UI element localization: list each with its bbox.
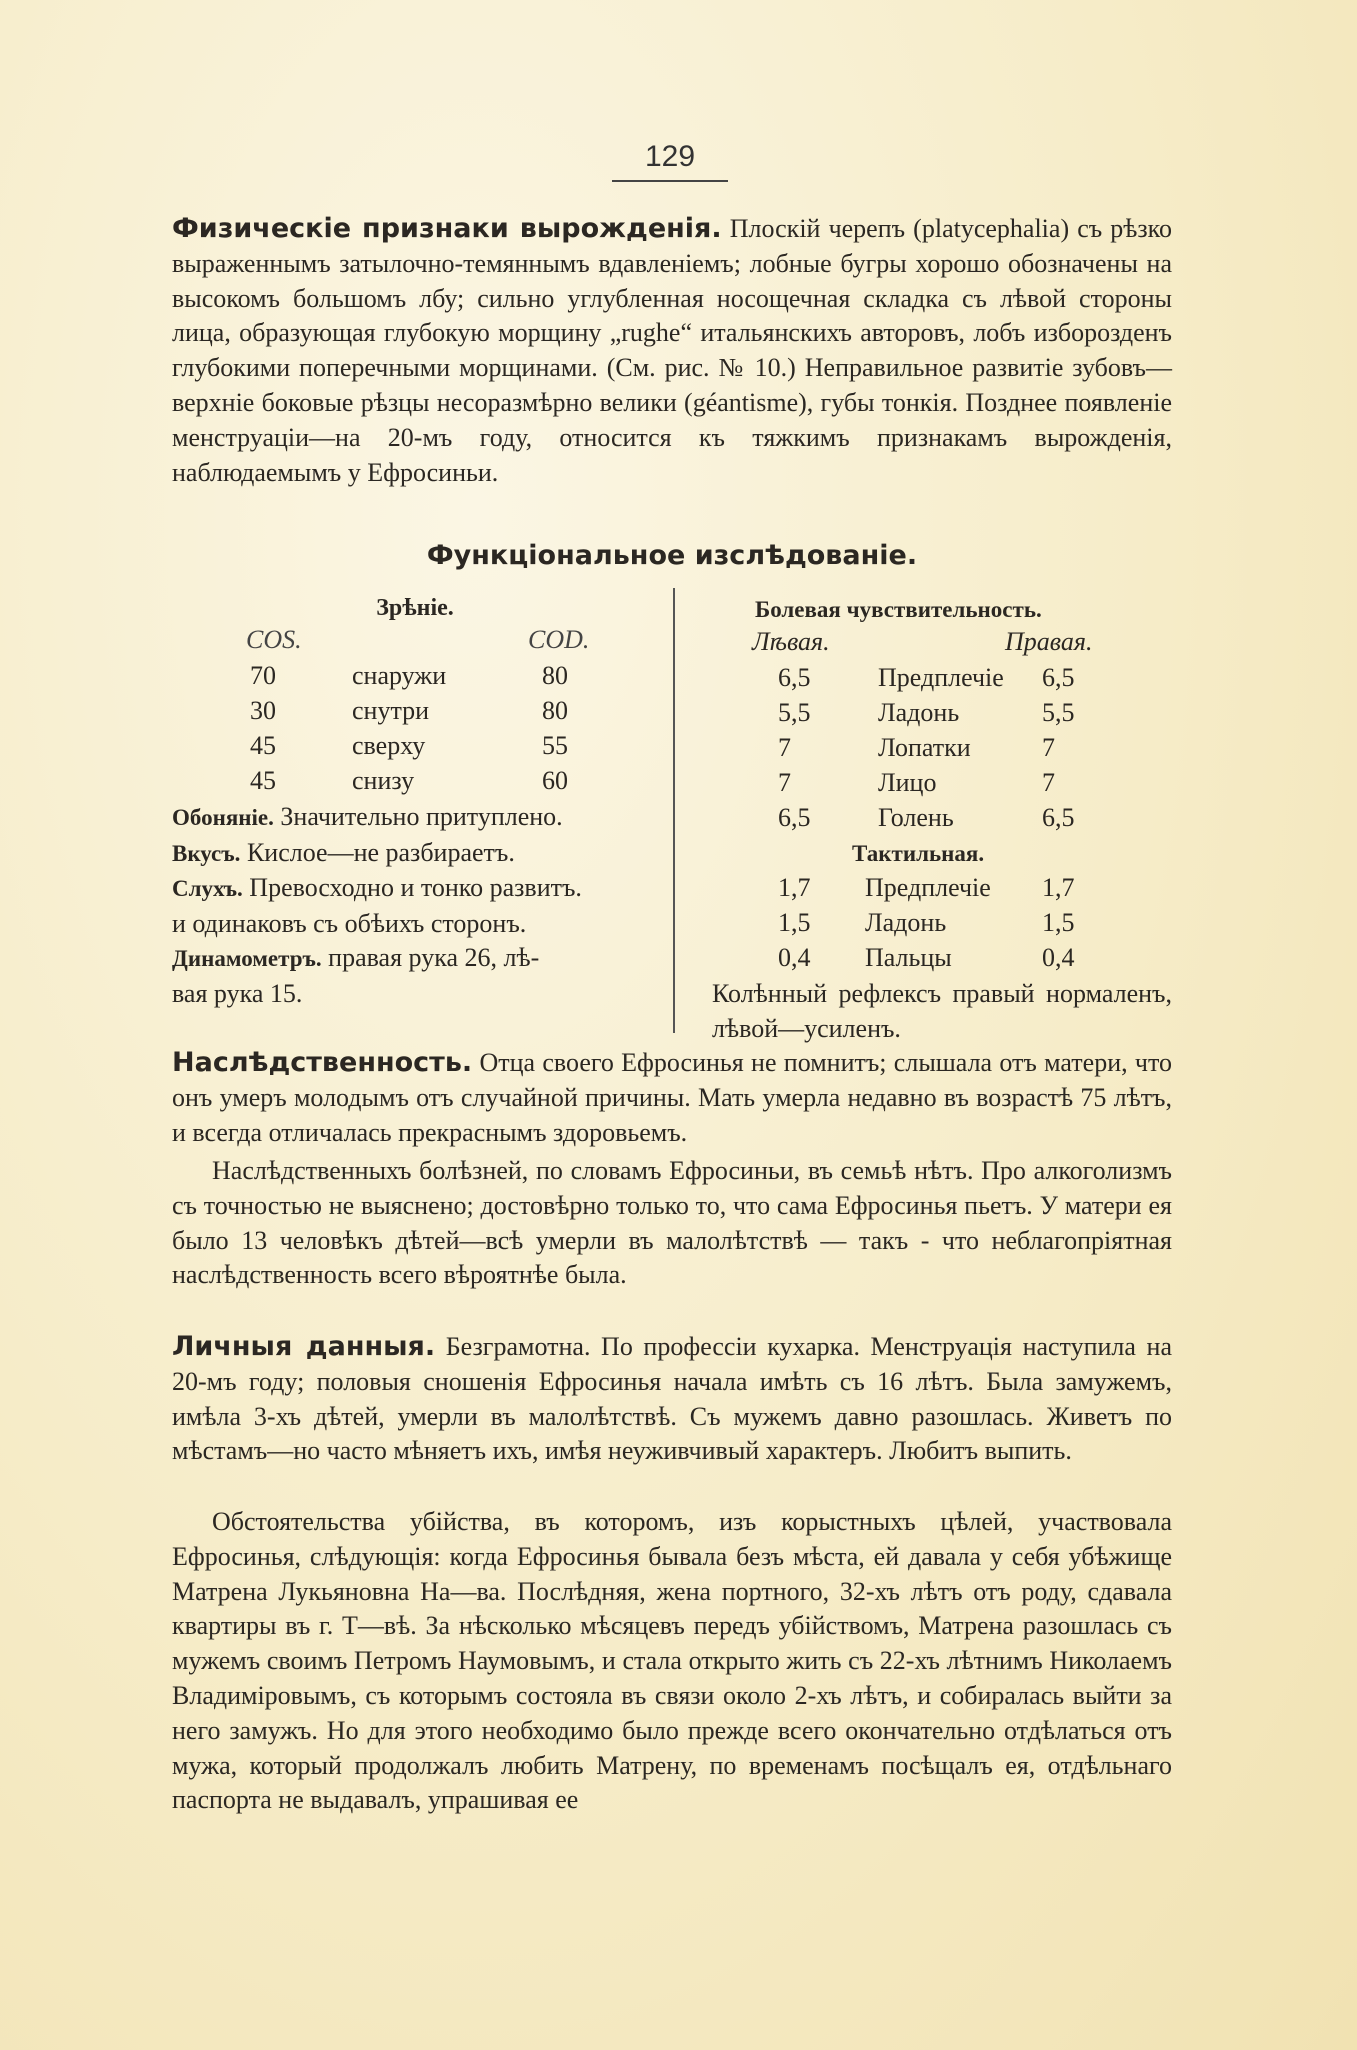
tactile-left-value: 1,5 — [778, 908, 811, 937]
hearing-line — [172, 871, 670, 907]
vision-cod-value: 60 — [542, 766, 568, 795]
page-number: 129 — [644, 140, 696, 173]
vision-cos-value: 70 — [250, 661, 276, 690]
functional-exam-heading: Функціональное изслѣдованіе. — [426, 540, 918, 571]
dynamometer-label: Динамометръ. — [172, 946, 322, 971]
tactile-body-part: Предплечіе — [865, 873, 991, 902]
physical-signs-text: Плоскій черепъ (platycephalia) съ рѣзко выраженнымъ затылочно-темяннымъ вдавленіемъ; лобные бугры хорошо обозначены на высокомъ большомъ лбу; сильно углубленная носощечная складка съ лѣвой стороны лица, образующая глубокую морщину „rughe“ итальянскихъ авторовъ, лобъ изборозденъ глубокими поперечными морщинами. (См. рис. № 10.) Неправильное развитіе зубовъ—верхніе боковые рѣзцы несоразмѣрно велики (géantisme), губы тонкія. Позднее появленіе менструаціи—на 20-мъ году, относится къ тяжкимъ признакамъ вырожденія, наблюдаемымъ у Ефросиньи. — [172, 214, 1172, 487]
pain-left-value: 6,5 — [778, 803, 811, 832]
taste-label: Вкусъ. — [172, 840, 241, 866]
pain-left-value: 5,5 — [778, 698, 811, 727]
vision-direction-label: снаружи — [352, 661, 447, 690]
vision-direction-label: снутри — [352, 696, 430, 725]
circumstances-paragraph: Обстоятельства убійства, въ которомъ, изъ корыстныхъ цѣлей, участвовала Ефросинья, слѣдующія: когда Ефросинья бывала безъ мѣста, ей давала у себя убѣжище Матрена Лукьяновна На—ва. Послѣдняя, жена портного, 32-хъ лѣтъ отъ роду, сдавала квартиры въ г. Т—вѣ. За нѣсколько мѣсяцевъ передъ убійствомъ, Матрена разошлась съ мужемъ своимъ Петромъ Наумовымъ, и стала открыто жить съ 22-хъ лѣтнимъ Николаемъ Владиміровымъ, съ которымъ состояла въ связи около 2-хъ лѣтъ, и собиралась выйти за него замужъ. Но для этого необходимо было прежде всего окончательно отдѣлаться отъ мужа, который продолжалъ любить Матрену, по временамъ посѣщалъ ея, отдѣльнаго паспорта не выдавалъ, упрашивая ее — [172, 1507, 1172, 1815]
pain-body-part: Лицо — [878, 768, 937, 797]
pain-left-value: 7 — [778, 768, 791, 797]
physical-signs-paragraph — [172, 212, 1172, 490]
tactile-right-value: 0,4 — [1042, 943, 1075, 972]
vision-cos-value: 45 — [250, 766, 276, 795]
personal-data-paragraph — [172, 1330, 1172, 1469]
knee-reflex-note: Колѣнный рефлексъ правый нормаленъ, лѣвой—усиленъ. — [712, 979, 1172, 1043]
column-divider — [673, 588, 675, 1033]
pain-right-value: 5,5 — [1042, 698, 1075, 727]
tactile-right-value: 1,7 — [1042, 873, 1075, 902]
hearing-label: Слухъ. — [172, 876, 243, 901]
pain-body-part: Лопатки — [878, 733, 971, 762]
senses-block — [172, 800, 670, 1011]
page-number-rule — [612, 180, 728, 182]
smell-line — [172, 800, 670, 836]
vision-cod-value: 80 — [542, 696, 568, 725]
personal-data-heading: Личныя данныя. — [172, 1331, 436, 1362]
pain-right-value: 6,5 — [1042, 803, 1075, 832]
tactile-right-value: 1,5 — [1042, 908, 1075, 937]
pain-right-value: 7 — [1042, 768, 1055, 797]
smell-label: Обоняніе. — [172, 805, 274, 830]
pain-left-value: 6,5 — [778, 663, 811, 692]
pain-right-value: 7 — [1042, 733, 1055, 762]
tactile-left-value: 1,7 — [778, 873, 811, 902]
heredity-paragraph-2: Наслѣдственныхъ болѣзней, по словамъ Ефросиньи, въ семьѣ нѣтъ. Про алкоголизмъ съ точностью не выяснено; достовѣрно только то, что сама Ефросинья пьетъ. У матери ея было 13 человѣкъ дѣтей—всѣ умерли въ малолѣтствѣ — такъ - что неблагопріятная наслѣдственность всего вѣроятнѣе была. — [172, 1156, 1172, 1290]
vision-cod-header: COD. — [528, 625, 590, 654]
tactile-body-part: Ладонь — [865, 908, 947, 937]
hearing-line-2: и одинаковъ съ обѣихъ сторонъ. — [172, 908, 527, 938]
vision-cod-value: 55 — [542, 731, 568, 760]
vision-direction-label: снизу — [352, 766, 415, 795]
vision-title: Зрѣніе. — [376, 595, 454, 621]
dynamometer-line-2: вая рука 15. — [172, 978, 303, 1008]
pain-left-value: 7 — [778, 733, 791, 762]
pain-right-header: Правая. — [1005, 627, 1093, 656]
physical-signs-heading: Физическіе признаки вырожденія. — [172, 213, 722, 244]
vision-cos-value: 30 — [250, 696, 276, 725]
tactile-title: Тактильная. — [852, 841, 985, 866]
hearing-text: Превосходно и тонко развитъ. — [242, 873, 582, 902]
vision-cod-value: 80 — [542, 661, 568, 690]
pain-body-part: Ладонь — [878, 698, 960, 727]
pain-left-header: Лѣвая. — [752, 627, 830, 656]
pain-body-part: Предплечіе — [878, 663, 1004, 692]
personal-data-text: Безграмотна. По профессіи кухарка. Менструація наступила на 20-мъ году; половыя сношенія Ефросинья начала имѣть съ 16 лѣтъ. Была замужемъ, имѣла 3-хъ дѣтей, умерли въ малолѣтствѣ. Съ мужемъ давно разошлась. Живетъ по мѣстамъ—но часто мѣняетъ ихъ, имѣя неуживчивый характеръ. Любитъ выпить. — [172, 1332, 1172, 1466]
taste-line — [172, 836, 670, 872]
taste-text: Кислое—не разбираетъ. — [240, 837, 515, 867]
pain-right-value: 6,5 — [1042, 663, 1075, 692]
heredity-heading: Наслѣдственность. — [172, 1047, 473, 1078]
vision-cos-value: 45 — [250, 731, 276, 760]
dynamometer-text: правая рука 26, лѣ- — [321, 943, 540, 972]
pain-title: Болевая чувствительность. — [755, 597, 1042, 622]
smell-text: Значительно притуплено. — [273, 802, 563, 831]
pain-body-part: Голень — [878, 803, 954, 832]
heredity-text: Отца своего Ефросинья не помнитъ; слышала отъ матери, что онъ умеръ молодымъ отъ случайной причины. Мать умерла недавно въ возрастѣ 75 лѣтъ, и всегда отличалась прекраснымъ здоровьемъ. — [172, 1048, 1172, 1147]
dynamometer-line — [172, 941, 670, 977]
vision-direction-label: сверху — [352, 731, 426, 760]
vision-cos-header: COS. — [246, 625, 302, 654]
tactile-body-part: Пальцы — [865, 943, 952, 972]
tactile-left-value: 0,4 — [778, 943, 811, 972]
heredity-paragraph — [172, 1046, 1172, 1150]
